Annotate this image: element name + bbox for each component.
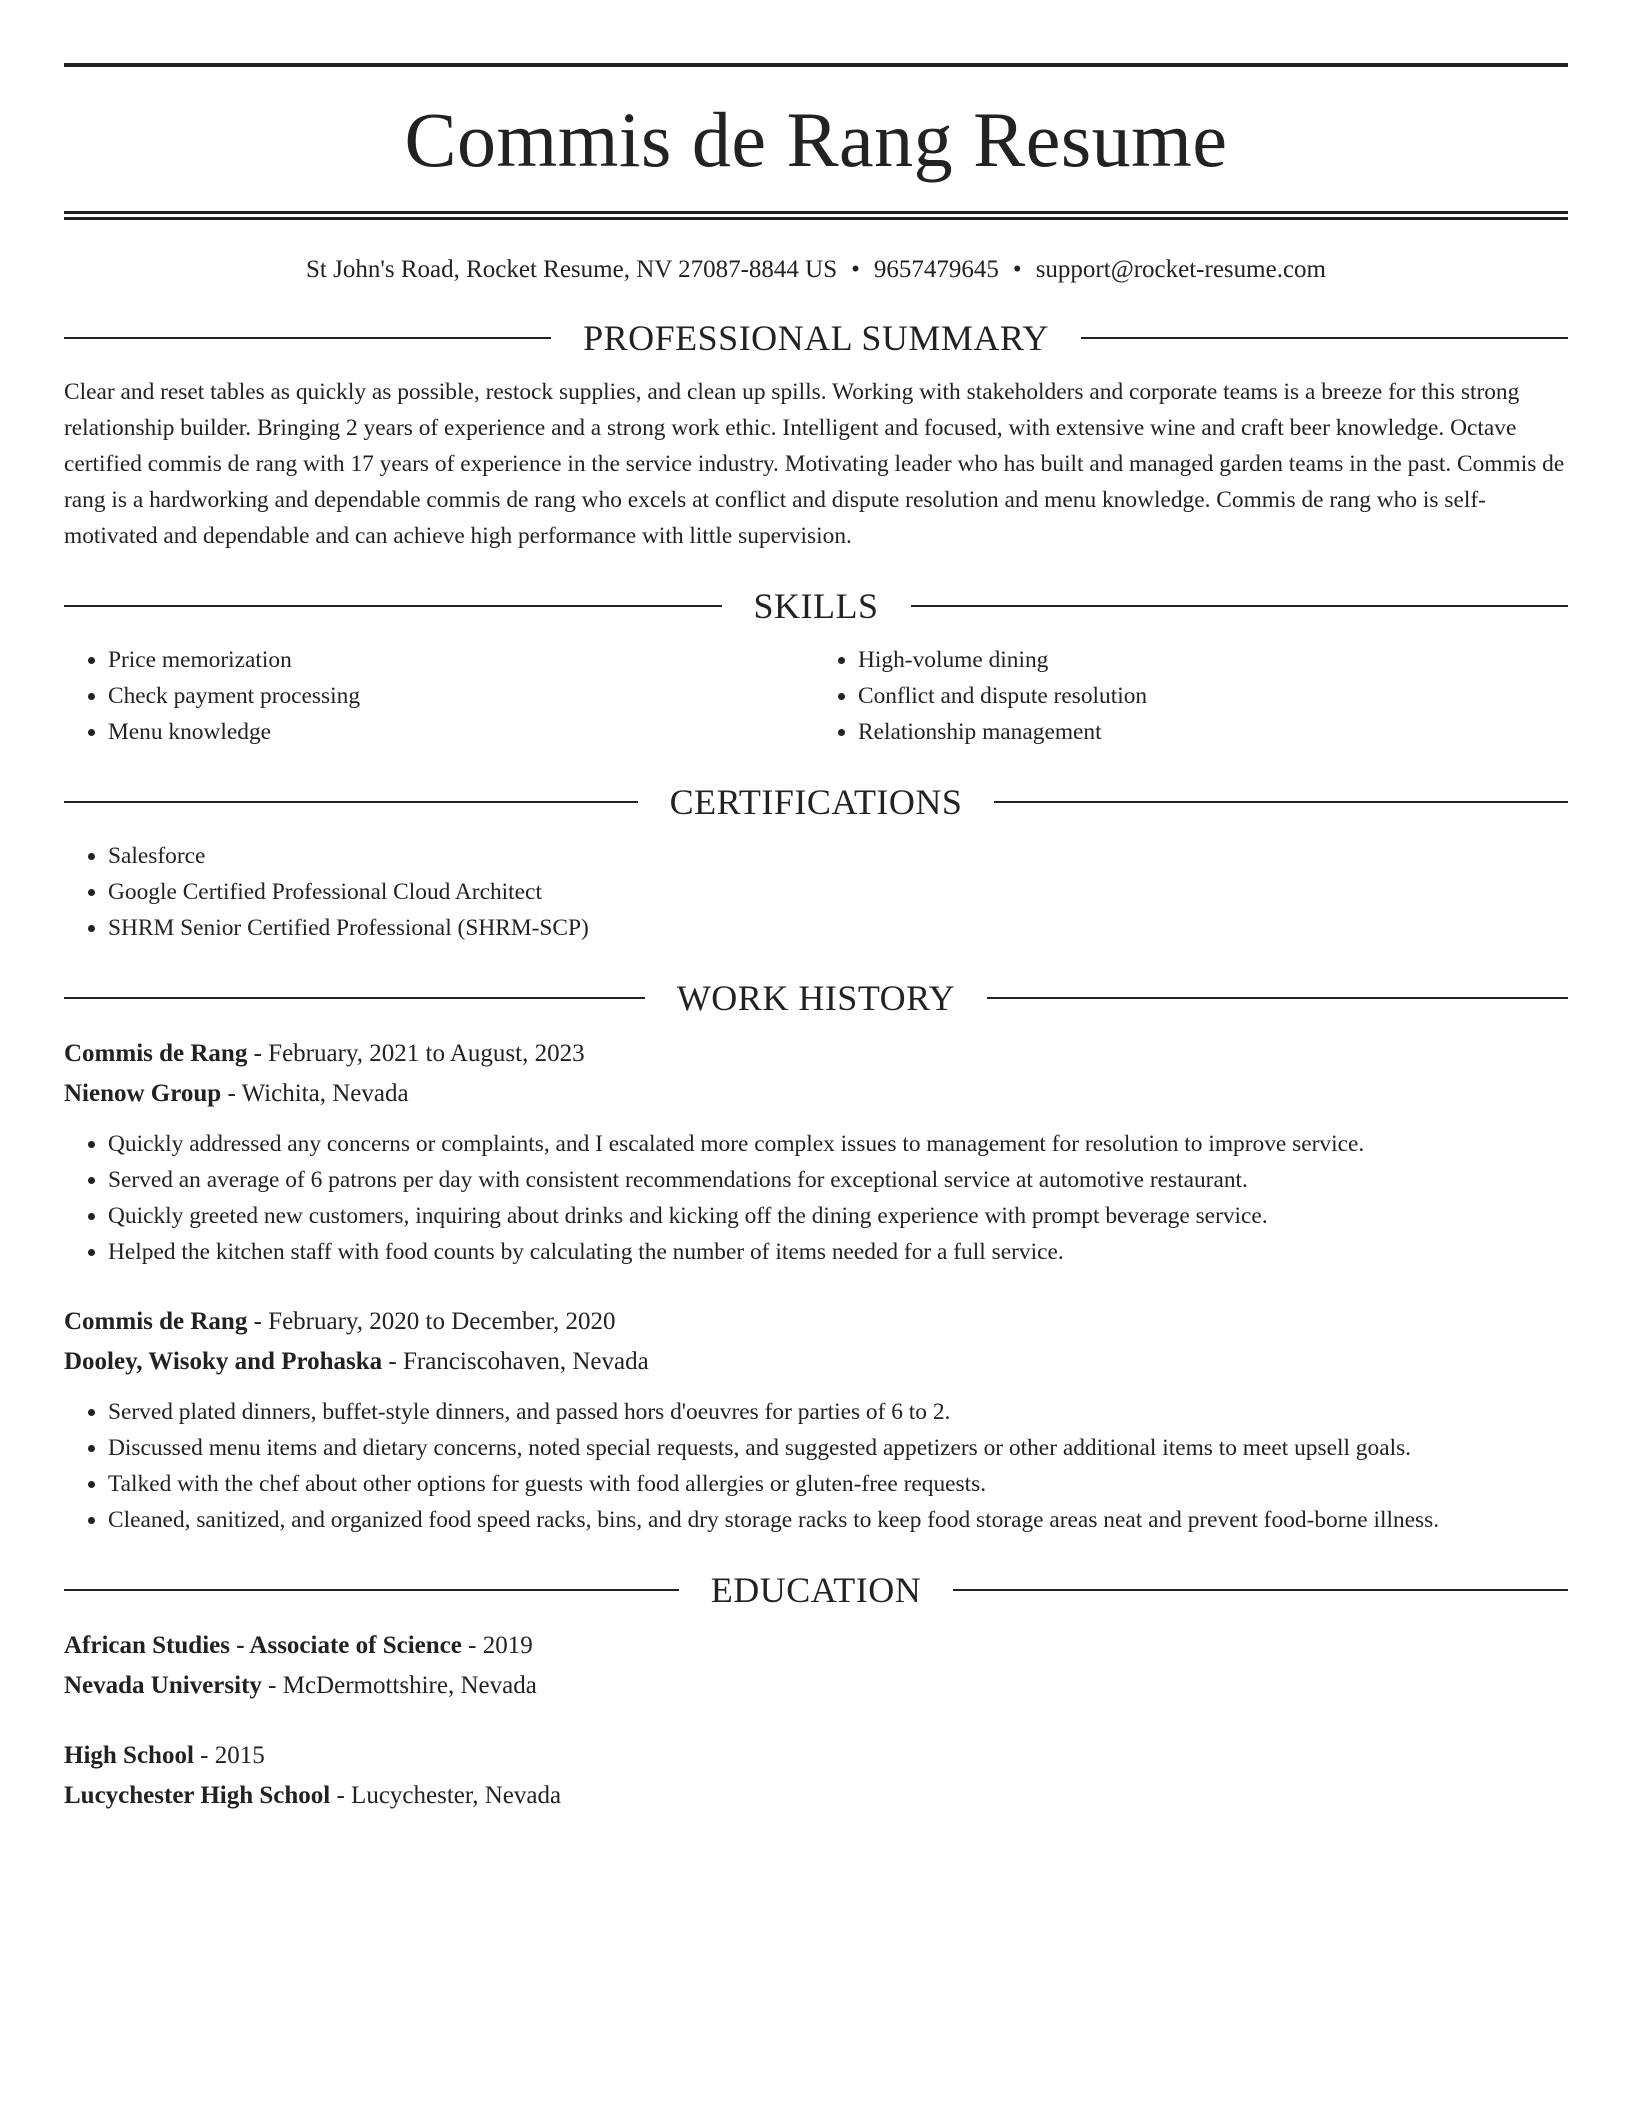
certification-item: • SHRM Senior Certified Professional (SHRM-SCP) [108,910,1568,946]
job-location: - Franciscohaven, Nevada [382,1347,649,1375]
education-entry [64,1736,1568,1816]
section-header-certifications [64,780,1568,824]
job-bullet: • Talked with the chef about other options for guests with food allergies or gluten-free requests. [108,1466,1568,1502]
skill-item: • Conflict and dispute resolution [858,678,1568,714]
education-degree-line [64,1736,1568,1776]
section-rule [64,1589,679,1591]
education-school: Nevada University [64,1671,262,1699]
job-company: Nienow Group [64,1079,222,1107]
section-rule [64,337,551,339]
section-header-education [64,1568,1568,1612]
section-rule [1081,337,1568,339]
job-bullets [64,1394,1568,1538]
job-bullets [64,1126,1568,1270]
section-title: EDUCATION [710,1569,922,1610]
job-bullet: • Quickly greeted new customers, inquiring about drinks and kicking off the dining experience with prompt beverage service. [108,1198,1568,1234]
job-bullet: • Quickly addressed any concerns or complaints, and I escalated more complex issues to management for resolution to improve service. [108,1126,1568,1162]
section-title: CERTIFICATIONS [669,781,963,822]
education-degree: African Studies - Associate of Science [64,1631,462,1659]
education-location: - McDermottshire, Nevada [261,1671,537,1699]
section-title: WORK HISTORY [676,977,956,1018]
job-role: Commis de Rang [64,1039,248,1067]
job-bullet: • Served plated dinners, buffet-style dinners, and passed hors d'oeuvres for parties of 6 to 2. [108,1394,1568,1430]
job-title-line [64,1034,1568,1074]
skill-item: • High-volume dining [858,642,1568,678]
title-double-rule [64,211,1568,220]
section-header-skills [64,584,1568,628]
contact-separator: • [1012,255,1022,283]
education-location: - Lucychester, Nevada [330,1781,562,1809]
skill-item: • Price memorization [108,642,816,678]
job-company: Dooley, Wisoky and Prohaska [64,1347,383,1375]
job-bullet: • Helped the kitchen staff with food counts by calculating the number of items needed for a full service. [108,1234,1568,1270]
job-role: Commis de Rang [64,1307,248,1335]
education-year: - 2019 [461,1631,533,1659]
section-title: SKILLS [753,585,879,626]
job-location: - Wichita, Nevada [221,1079,409,1107]
education-school: Lucychester High School [64,1781,331,1809]
education-year: - 2015 [193,1741,265,1769]
skill-item: • Relationship management [858,714,1568,750]
skills-list [64,642,1568,750]
education-degree: High School [64,1741,194,1769]
job-bullet: • Discussed menu items and dietary concerns, noted special requests, and suggested appetizers or other additional items to meet upsell goals. [108,1430,1568,1466]
section-title: PROFESSIONAL SUMMARY [583,317,1049,358]
certification-item: • Salesforce [108,838,1568,874]
section-header-work-history [64,976,1568,1020]
section-rule [64,605,722,607]
section-rule [953,1589,1568,1591]
skills-column-right [816,642,1568,750]
certifications-list [64,838,1568,946]
section-rule [64,997,645,999]
section-rule [994,801,1568,803]
job-title-line [64,1302,1568,1342]
education-school-line [64,1666,1568,1706]
job-entry [64,1302,1568,1538]
contact-separator: • [851,255,860,283]
section-header-summary [64,316,1568,360]
skill-item: • Check payment processing [108,678,816,714]
contact-email: support@rocket-resume.com [1035,255,1326,283]
section-rule [64,801,638,803]
top-rule [64,63,1568,67]
contact-phone: 9657479645 [873,255,999,283]
job-company-line [64,1074,1568,1114]
section-rule [911,605,1569,607]
skill-item: • Menu knowledge [108,714,816,750]
contact-address: St John's Road, Rocket Resume, NV 27087-8844 US [306,255,838,283]
skills-column-left [64,642,816,750]
job-bullet: • Cleaned, sanitized, and organized food speed racks, bins, and dry storage racks to keep food storage areas neat and prevent food-borne illness. [108,1502,1568,1538]
education-degree-line [64,1626,1568,1666]
education-entry [64,1626,1568,1706]
job-bullet: • Served an average of 6 patrons per day with consistent recommendations for exceptional service at automotive restaurant. [108,1162,1568,1198]
certification-item: • Google Certified Professional Cloud Architect [108,874,1568,910]
education-school-line [64,1776,1568,1816]
contact-line [64,254,1568,286]
job-company-line [64,1342,1568,1382]
page-title: Commis de Rang Resume [404,96,1228,183]
summary-text: Clear and reset tables as quickly as possible, restock supplies, and clean up spills. Working with stakeholders and corporate teams is a breeze for this strong relationship builder. Bringing 2 years of experience and a strong work ethic. Intelligent and focused, with extensive wine and craft beer knowledge. Octave certified commis de rang with 17 years of experience in the service industry. Motivating leader who has built and managed garden teams in the past. Commis de rang is a hardworking and dependable commis de rang who excels at conflict and dispute resolution and menu knowledge. Commis de rang who is self-motivated and dependable and can achieve high performance with little supervision. [64,378,1565,549]
job-dates: - February, 2021 to August, 2023 [247,1039,585,1067]
job-dates: - February, 2020 to December, 2020 [247,1307,616,1335]
job-entry [64,1034,1568,1270]
section-rule [987,997,1568,999]
